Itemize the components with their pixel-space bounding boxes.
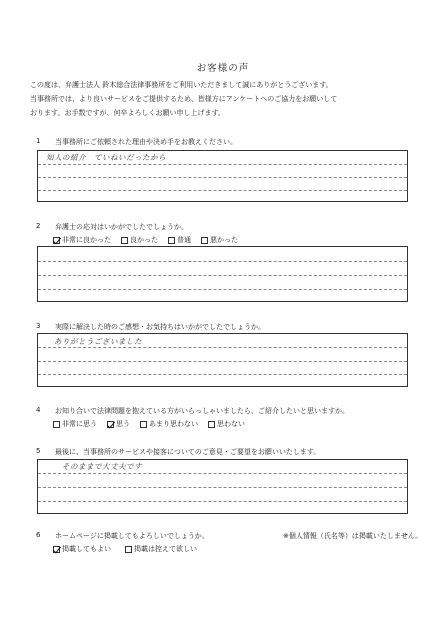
answer-box[interactable] — [37, 150, 408, 202]
checkbox[interactable] — [201, 237, 208, 244]
checkbox[interactable] — [125, 546, 132, 553]
ruled-line — [38, 177, 407, 178]
option-not-really[interactable]: あまり思わない — [140, 419, 198, 429]
handwritten-answer: ありがとうございました — [54, 337, 142, 346]
question-text: 当事務所にご依頼された理由や決め手をお教えください。 — [55, 138, 237, 146]
option-group — [53, 544, 197, 554]
handwritten-answer: 知人の紹介 ていねいだったから — [46, 153, 166, 162]
handwritten-answer: そのままで大丈夫です — [62, 462, 142, 471]
answer-box[interactable] — [37, 246, 408, 302]
checkbox[interactable] — [168, 237, 175, 244]
option-publish-ok[interactable]: 掲載してもよい — [53, 544, 111, 554]
option-very-good[interactable]: 非常に良かった — [53, 235, 111, 245]
option-publish-no[interactable]: 掲載は控えて欲しい — [125, 544, 197, 554]
privacy-note: ※個人情報（氏名等）は掲載いたしません。 — [283, 532, 423, 540]
ruled-line — [38, 275, 407, 276]
intro-line: 当事務所では、より良いサービスをご提供するため、皆様方にアンケートへのご協力をお願いして — [30, 95, 338, 103]
ruled-line — [38, 501, 407, 502]
option-group — [53, 235, 238, 245]
option-strongly-think[interactable]: 非常に思う — [53, 419, 97, 429]
ruled-line — [38, 473, 407, 474]
ruled-line — [38, 487, 407, 488]
ruled-line — [38, 361, 407, 362]
checkbox[interactable] — [140, 421, 147, 428]
answer-box[interactable] — [37, 333, 408, 387]
ruled-line — [38, 374, 407, 375]
intro-paragraph — [30, 78, 420, 120]
ruled-line — [38, 347, 407, 348]
option-group — [53, 419, 245, 429]
question-number: 1 — [36, 137, 41, 145]
option-good[interactable]: 良かった — [121, 235, 158, 245]
question-text: お知り合いで法律問題を抱えている方がいらっしゃいましたら、ご紹介したいと思いますか。 — [55, 407, 349, 415]
intro-line: おります。お手数ですが、何卒よろしくお願い申し上げます。 — [30, 109, 225, 117]
ruled-line — [38, 261, 407, 262]
answer-box[interactable] — [37, 459, 408, 514]
question-number: 5 — [36, 447, 41, 455]
question-number: 2 — [36, 222, 41, 230]
option-think[interactable]: 思う — [107, 419, 130, 429]
question-text: 弁護士の応対はいかがでしたでしょうか。 — [55, 223, 188, 231]
option-do-not-think[interactable]: 思わない — [208, 419, 245, 429]
checkbox-checked[interactable] — [107, 421, 114, 428]
option-normal[interactable]: 普通 — [168, 235, 191, 245]
ruled-line — [38, 190, 407, 191]
checkbox[interactable] — [208, 421, 215, 428]
question-number: 3 — [36, 322, 41, 330]
question-number: 4 — [36, 406, 41, 414]
question-text: 最後に、当事務所のサービスや接客についてのご意見・ご要望をお願いいたします。 — [55, 448, 321, 456]
page-title: お客様の声 — [196, 63, 250, 74]
checkbox-checked[interactable] — [53, 546, 60, 553]
checkbox-checked[interactable] — [53, 237, 60, 244]
question-number: 6 — [36, 531, 41, 539]
checkbox[interactable] — [53, 421, 60, 428]
checkbox[interactable] — [121, 237, 128, 244]
question-text: 実際に解決した時のご感想・お気持ちはいかがでしたでしょうか。 — [55, 323, 265, 331]
ruled-line — [38, 164, 407, 165]
intro-line: この度は、弁護士法人 鈴木総合法律事務所をご利用いただきまして誠にありがとうございます。 — [30, 81, 333, 89]
option-bad[interactable]: 悪かった — [201, 235, 238, 245]
question-text: ホームページに掲載してもよろしいでしょうか。 — [55, 532, 209, 540]
ruled-line — [38, 289, 407, 290]
